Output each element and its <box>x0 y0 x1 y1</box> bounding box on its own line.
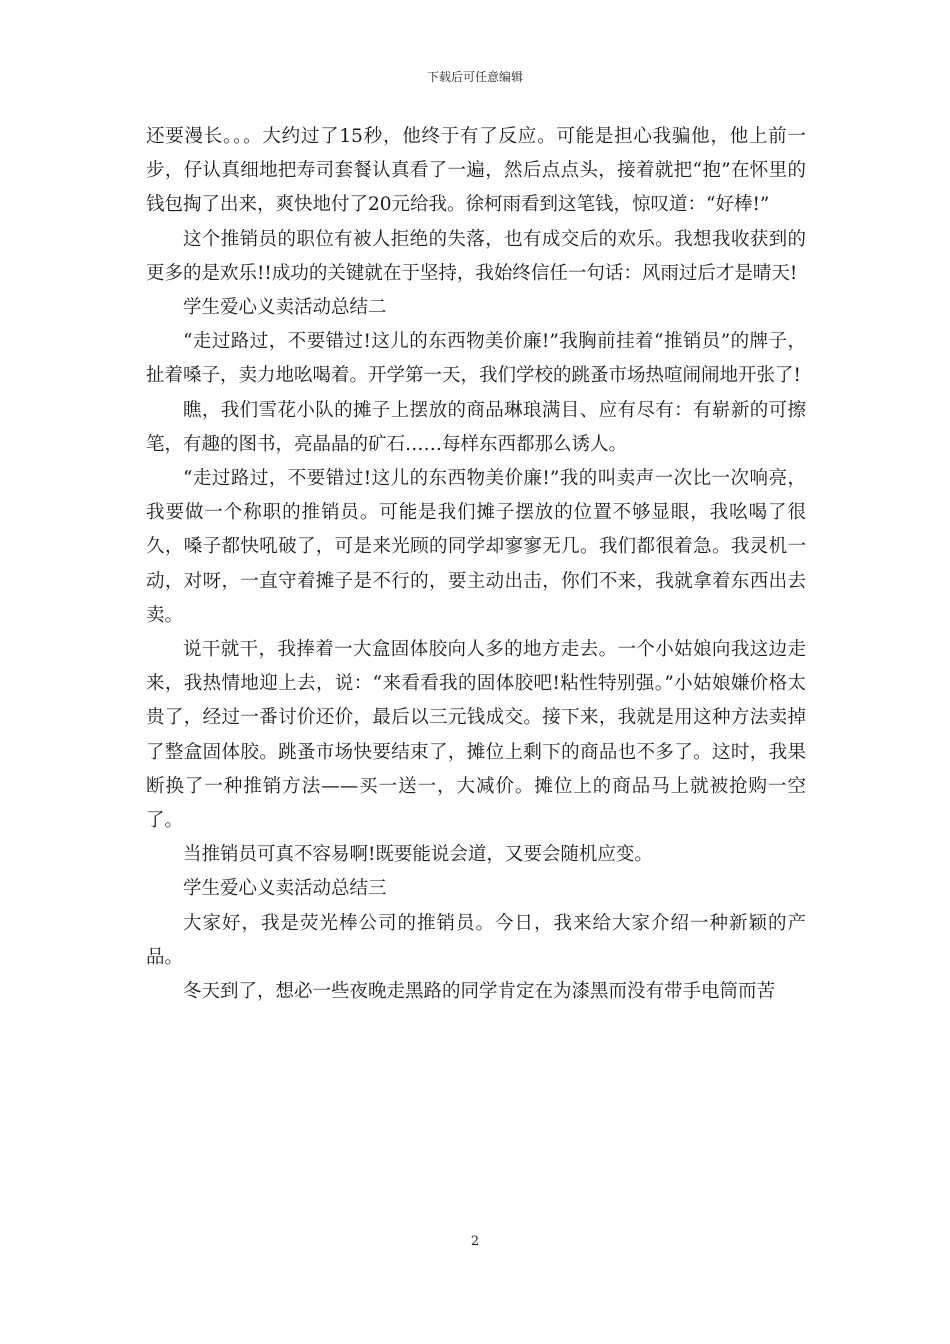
paragraph: 还要漫长。。。大约过了15秒，他终于有了反应。可能是担心我骗他，他上前一步，仔认真细地把寿司套餐认真看了一遍，然后点点头，接着就把“抱”在怀里的钱包掏了出来，爽快地付了20元给我。徐柯雨看到这笔钱，惊叹道：“好棒!” <box>146 126 806 216</box>
paragraph: “走过路过，不要错过!这儿的东西物美价廉!”我胸前挂着“推销员”的牌子，扯着嗓子，卖力地吆喝着。开学第一天，我们学校的跳蚤市场热喧闹闹地开张了! <box>146 331 806 387</box>
section-heading: 学生爱心义卖活动总结三 <box>183 878 387 900</box>
paragraph: “走过路过，不要错过!这儿的东西物美价廉!”我的叫卖声一次比一次响亮，我要做一个称职的推销员。可能是我们摊子摆放的位置不够显眼，我吆喝了很久，嗓子都快吼破了，可是来光顾的同学却寥寥无几。我们都很着急。我灵机一动，对呀，一直守着摊子是不行的，要主动出击，你们不来，我就拿着东西出去卖。 <box>146 468 806 626</box>
paragraph: 说干就干，我捧着一大盒固体胶向人多的地方走去。一个小姑娘向我这边走来，我热情地迎上去，说：“来看看我的固体胶吧!粘性特别强。”小姑娘嫌价格太贵了，经过一番讨价还价，最后以三元钱成交。接下来，我就是用这种方法卖掉了整盒固体胶。跳蚤市场快要结束了，摊位上剩下的商品也不多了。这时，我果断换了一种推销方法——买一送一，大减价。摊位上的商品马上就被抢购一空了。 <box>146 639 806 832</box>
paragraph: 大家好，我是荧光棒公司的推销员。今日，我来给大家介绍一种新颖的产品。 <box>146 912 806 968</box>
paragraph: 冬天到了，想必一些夜晚走黑路的同学肯定在为漆黑而没有带手电筒而苦 <box>183 981 776 1003</box>
page-header: 下载后可任意编辑 <box>426 70 523 84</box>
page-number: 2 <box>470 1234 480 1249</box>
section-heading: 学生爱心义卖活动总结二 <box>183 297 387 319</box>
paragraph: 当推销员可真不容易啊!既要能说会道，又要会随机应变。 <box>183 844 653 866</box>
paragraph: 这个推销员的职位有被人拒绝的失落，也有成交后的欢乐。我想我收获到的更多的是欢乐!!成功的关键就在于坚持，我始终信任一句话：风雨过后才是晴天! <box>146 228 806 284</box>
paragraph: 瞧，我们雪花小队的摊子上摆放的商品琳琅满目、应有尽有：有崭新的可擦笔，有趣的图书，亮晶晶的矿石……每样东西都那么诱人。 <box>146 399 806 455</box>
document-body <box>146 120 806 1009</box>
